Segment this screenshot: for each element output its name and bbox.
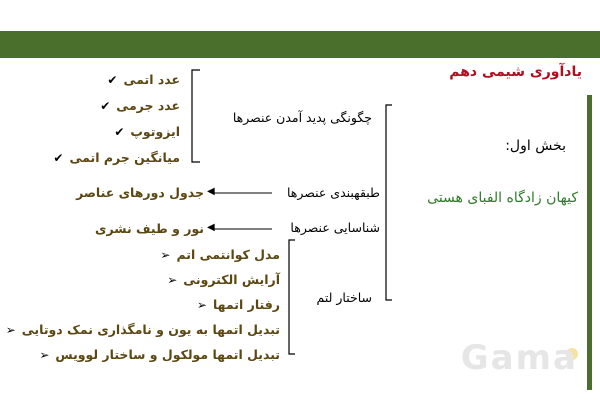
arrow-left-icon: ◀	[207, 186, 215, 197]
page-title: یادآوری شیمی دهم	[449, 64, 582, 80]
list-item: ➢ تبدیل اتمها به یون و نامگذاری نمک دوتایی	[5, 322, 280, 337]
list-item: ➢ تبدیل اتمها مولکول و ساختار لوویس	[39, 347, 280, 362]
list-item: ✔ عدد جرمی	[100, 98, 180, 113]
triangle-pointer-icon: ➢	[39, 347, 50, 362]
branch-1-bracket	[192, 70, 200, 162]
list-item: ✔ عدد اتمی	[107, 72, 180, 87]
list-item: ✔ میانگین جرم اتمی	[53, 150, 180, 165]
branch-4-bracket	[289, 240, 295, 354]
section-topic: کیهان زادگاه الفبای هستی	[427, 190, 578, 206]
watermark-logo: Gama	[460, 338, 578, 378]
list-item: ✔ ایزوتوپ	[114, 124, 180, 139]
check-icon: ✔	[53, 150, 64, 165]
check-icon: ✔	[107, 72, 118, 87]
triangle-pointer-icon: ➢	[196, 297, 207, 312]
check-icon: ✔	[100, 98, 111, 113]
check-icon: ✔	[114, 124, 125, 139]
branch-classification: طبقهبندی عنصرها	[286, 185, 380, 200]
triangle-pointer-icon: ➢	[160, 247, 171, 262]
triangle-pointer-icon: ➢	[167, 272, 178, 287]
section-heading: بخش اول:	[505, 138, 566, 154]
list-item: ➢ مدل کوانتمی اتم	[160, 247, 280, 262]
list-item: ➢ آرایش الکترونی	[167, 272, 280, 287]
branch-formation: چگونگی پدید آمدن عنصرها	[232, 110, 372, 125]
main-bracket	[386, 105, 392, 300]
arrow-target-periodic-table: جدول دورهای عناصر	[76, 185, 204, 200]
branch-structure: ساختار لتم	[316, 290, 372, 305]
branch-identification: شناسایی عنصرها	[290, 220, 380, 235]
arrow-target-emission-spectrum: نور و طیف نشری	[95, 221, 204, 236]
arrow-left-icon: ◀	[207, 222, 215, 233]
list-item: ➢ رفتار اتمها	[196, 297, 280, 312]
triangle-pointer-icon: ➢	[5, 322, 16, 337]
